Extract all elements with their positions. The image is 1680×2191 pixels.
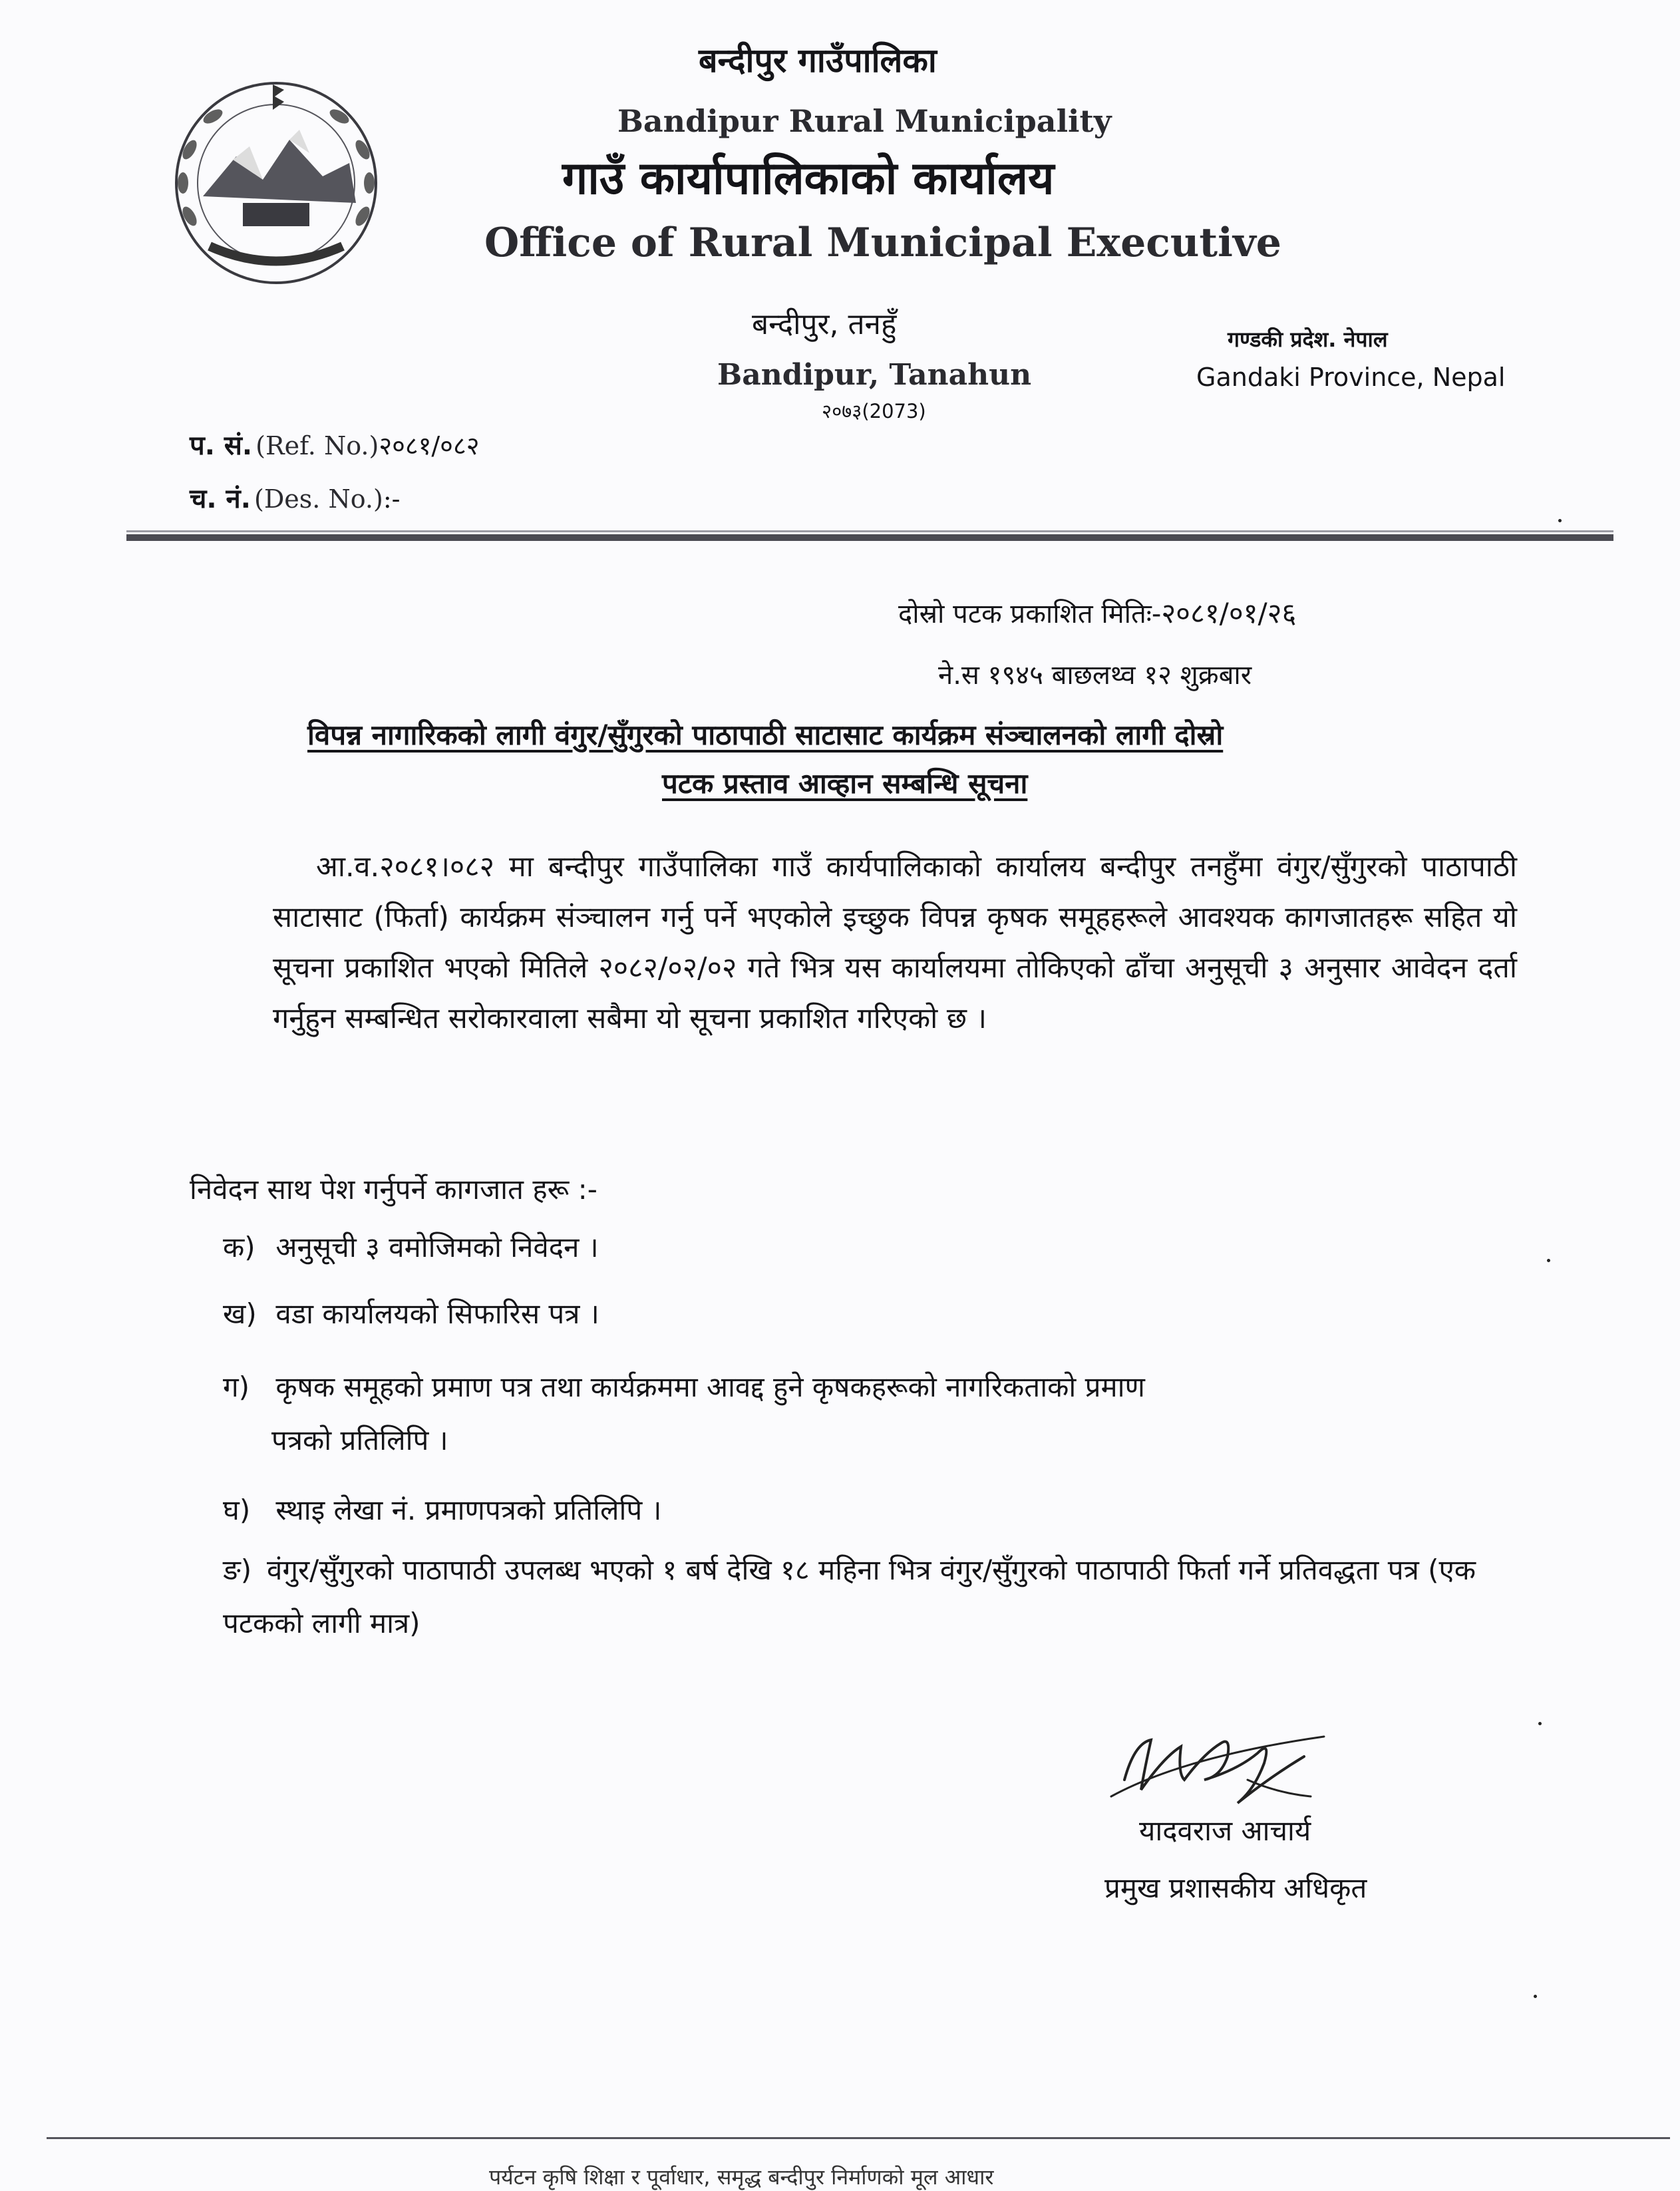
document-item-text: वडा कार्यालयको सिफारिस पत्र । (275, 1297, 599, 1330)
document-item-label: ख) (223, 1297, 257, 1330)
des-label-english: (Des. No.) (254, 484, 383, 514)
scan-speck (1534, 1995, 1537, 1998)
document-item-label: घ) (223, 1494, 251, 1526)
document-item-label: ङ) (223, 1554, 252, 1586)
document-item-text: कृषक समूहको प्रमाण पत्र तथा कार्यक्रममा आवद्द हुने कृषकहरूको नागरिकताको प्रमाण (275, 1371, 1145, 1403)
dispatch-number (190, 479, 400, 516)
scan-speck (1538, 1722, 1542, 1725)
document-item-text: स्थाइ लेखा नं. प्रमाणपत्रको प्रतिलिपि । (275, 1494, 662, 1526)
province-english: Gandaki Province, Nepal (1196, 363, 1506, 392)
document-item (223, 1221, 599, 1274)
document-item (223, 1544, 1494, 1650)
document-item-text: अनुसूची ३ वमोजिमको निवेदन । (275, 1231, 599, 1264)
notice-body: आ.व.२०८१।०८२ मा बन्दीपुर गाउँपालिका गाउँ कार्यपालिकाको कार्यालय बन्दीपुर तनहुँमा वंगुर/सुँगुरको पाठापाठी साटासाट (फिर्ता) कार्यक्रम संञ्चालन गर्नु पर्ने भएकोले इच्छुक विपन्न कृषक समूहहरूले आवश्यक कागजातहरू सहित यो सूचना प्रकाशित भएको मितिले २०८२/०२/०२ गते भित्र यस कार्यालयमा तोकिएको ढाँचा अनुसूची ३ अनुसार आवेदन दर्ता गर्नुहुन सम्बन्धित सरोकारवाला सबैमा यो सूचना प्रकाशित गरिएको छ । (273, 850, 1517, 1035)
reference-number (190, 426, 479, 462)
document-item (223, 1484, 661, 1537)
ref-label-english: (Ref. No.) (255, 431, 379, 460)
document-item (223, 1287, 599, 1341)
document-item (223, 1361, 1145, 1414)
office-name-english: Office of Rural Municipal Executive (484, 220, 1281, 266)
scan-speck (1547, 1259, 1550, 1262)
documents-heading: निवेदन साथ पेश गर्नुपर्ने कागजात हरू :- (190, 1173, 597, 1206)
handwritten-signature (1104, 1717, 1351, 1816)
published-date (898, 593, 1296, 631)
location-nepali: बन्दीपुर, तनहुँ (752, 307, 897, 341)
municipality-name-nepali: बन्दीपुर गाउँपालिका (699, 41, 937, 80)
published-date-label: दोस्रो पटक प्रकाशित मितिः- (898, 599, 1162, 629)
ref-label: प. सं. (190, 430, 253, 461)
document-item-label: क) (223, 1231, 255, 1264)
location-english: Bandipur, Tanahun (717, 358, 1032, 392)
header-divider (126, 534, 1613, 541)
notice-subject-line-2: पटक प्रस्ताव आव्हान सम्बन्धि सूचना (662, 767, 1028, 800)
office-name-nepali: गाउँ कार्यापालिकाको कार्यालय (562, 152, 1055, 205)
ref-value: २०८१/०८२ (379, 431, 480, 460)
des-value: :- (383, 484, 401, 514)
signatory-name: यादवराज आचार्य (1139, 1814, 1311, 1847)
des-label: च. नं. (190, 484, 251, 514)
document-item-text: वंगुर/सुँगुरको पाठापाठी उपलब्ध भएको १ बर्ष देखि १८ महिना भित्र वंगुर/सुँगुरको पाठापाठी फिर्ता गर्ने प्रतिवद्धता पत्र (एक पटकको लागी मात्र) (223, 1554, 1476, 1639)
signatory-title: प्रमुख प्रशासकीय अधिकृत (1104, 1872, 1367, 1904)
published-date-value: २०८१/०१/२६ (1161, 597, 1297, 629)
municipality-name-english: Bandipur Rural Municipality (617, 103, 1112, 139)
document-item-label: ग) (223, 1371, 250, 1403)
established-year: २०७३(2073) (822, 400, 926, 422)
footer-slogan: पर्यटन कृषि शिक्षा र पूर्वाधार, समृद्ध बन्दीपुर निर्माणको मूल आधार (489, 2164, 994, 2190)
emblem-icon (163, 70, 393, 289)
footer-divider (47, 2137, 1670, 2139)
nepal-sambat-date: ने.स १९४५ बाछलथ्व १२ शुक्रबार (938, 660, 1252, 691)
scan-speck (1558, 519, 1562, 522)
header-divider-thin (126, 530, 1613, 532)
notice-subject-line-1: विपन्न नागारिकको लागी वंगुर/सुँगुरको पाठापाठी साटासाट कार्यक्रम संञ्चालनको लागी दोस्रो (307, 719, 1224, 751)
province-nepali: गण्डकी प्रदेश. नेपाल (1228, 327, 1388, 352)
document-item-continuation: पत्रको प्रतिलिपि । (271, 1424, 448, 1456)
